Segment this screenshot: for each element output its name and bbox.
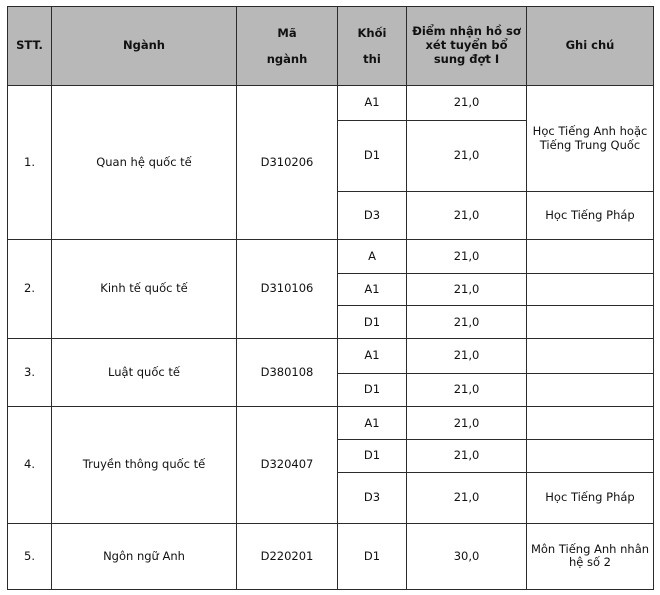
table-row xyxy=(8,240,654,274)
code-cell: D220201 xyxy=(237,523,338,589)
stt-cell: 2. xyxy=(8,240,52,339)
block-cell: D3 xyxy=(338,472,407,523)
note-cell xyxy=(527,439,654,472)
note-cell xyxy=(527,338,654,373)
score-cell: 21,0 xyxy=(407,86,527,121)
table-row xyxy=(8,523,654,589)
note-cell xyxy=(527,273,654,306)
block-cell: A1 xyxy=(338,273,407,306)
stt-cell: 5. xyxy=(8,523,52,589)
major-cell: Quan hệ quốc tế xyxy=(52,86,237,240)
header-code xyxy=(237,7,338,86)
block-cell: A1 xyxy=(338,338,407,373)
stt-cell: 3. xyxy=(8,338,52,406)
stt-cell: 1. xyxy=(8,86,52,240)
code-cell: D320407 xyxy=(237,407,338,523)
header-row xyxy=(8,7,654,86)
major-cell: Truyền thông quốc tế xyxy=(52,407,237,523)
block-cell: D1 xyxy=(338,523,407,589)
header-code-line1: Mã xyxy=(277,25,297,40)
code-cell: D380108 xyxy=(237,338,338,406)
major-cell: Luật quốc tế xyxy=(52,338,237,406)
block-cell: D1 xyxy=(338,373,407,407)
header-major: Ngành xyxy=(52,7,237,86)
table-row xyxy=(8,407,654,440)
block-cell: D1 xyxy=(338,120,407,191)
note-cell: Môn Tiếng Anh nhân hệ số 2 xyxy=(527,523,654,589)
table-row xyxy=(8,86,654,121)
score-cell: 21,0 xyxy=(407,192,527,240)
header-code-line2: ngành xyxy=(266,52,308,66)
block-cell: D3 xyxy=(338,192,407,240)
score-cell: 21,0 xyxy=(407,439,527,472)
score-cell: 21,0 xyxy=(407,273,527,306)
header-note: Ghi chú xyxy=(527,7,654,86)
table-row xyxy=(8,338,654,373)
major-cell: Kinh tế quốc tế xyxy=(52,240,237,339)
score-cell: 30,0 xyxy=(407,523,527,589)
score-cell: 21,0 xyxy=(407,373,527,407)
score-cell: 21,0 xyxy=(407,407,527,440)
note-cell xyxy=(527,407,654,440)
block-cell: A1 xyxy=(338,407,407,440)
header-stt: STT. xyxy=(8,7,52,86)
block-cell: D1 xyxy=(338,439,407,472)
major-cell: Ngôn ngữ Anh xyxy=(52,523,237,589)
block-cell: A xyxy=(338,240,407,274)
header-block xyxy=(338,7,407,86)
header-block-line2: thi xyxy=(363,52,381,66)
note-cell xyxy=(527,306,654,339)
note-cell: Học Tiếng Pháp xyxy=(527,192,654,240)
note-cell xyxy=(527,240,654,274)
admissions-table xyxy=(7,6,654,590)
score-cell: 21,0 xyxy=(407,120,527,191)
header-block-line1: Khối xyxy=(357,25,387,40)
score-cell: 21,0 xyxy=(407,472,527,523)
note-cell: Học Tiếng Anh hoặc Tiếng Trung Quốc xyxy=(527,86,654,192)
score-cell: 21,0 xyxy=(407,306,527,339)
block-cell: D1 xyxy=(338,306,407,339)
block-cell: A1 xyxy=(338,86,407,121)
score-cell: 21,0 xyxy=(407,240,527,274)
code-cell: D310206 xyxy=(237,86,338,240)
stt-cell: 4. xyxy=(8,407,52,523)
note-cell: Học Tiếng Pháp xyxy=(527,472,654,523)
note-cell xyxy=(527,373,654,407)
header-score: Điểm nhận hồ sơ xét tuyển bổ sung đợt I xyxy=(407,7,527,86)
code-cell: D310106 xyxy=(237,240,338,339)
score-cell: 21,0 xyxy=(407,338,527,373)
